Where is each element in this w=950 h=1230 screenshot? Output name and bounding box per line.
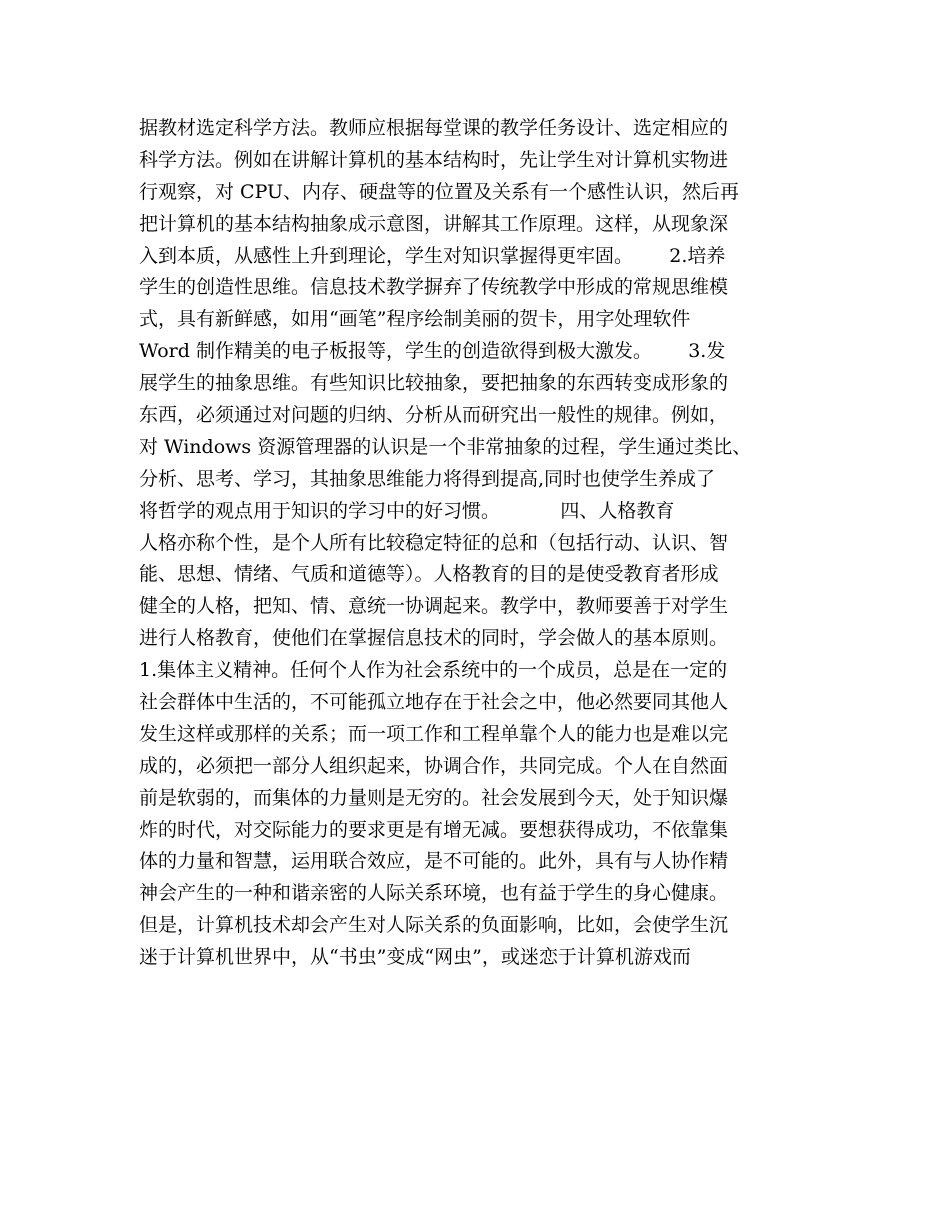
- text-line: 分析、思考、学习，其抽象思维能力将得到提高,同时也使学生养成了: [139, 467, 716, 490]
- body-text: [139, 113, 819, 974]
- text-line: 入到本质，从感性上升到理论，学生对知识掌握得更牢固。 2.培养: [139, 244, 726, 267]
- text-line: 但是，计算机技术却会产生对人际关系的负面影响，比如，会使学生沉: [139, 914, 729, 937]
- text-line: 健全的人格，把知、情、意统一协调起来。教学中，教师要善于对学生: [139, 595, 729, 618]
- text-line: 前是软弱的，而集体的力量则是无穷的。社会发展到今天，处于知识爆: [139, 786, 729, 809]
- text-line: 炸的时代，对交际能力的要求更是有增无减。要想获得成功，不依靠集: [139, 818, 729, 841]
- text-line: 社会群体中生活的，不可能孤立地存在于社会之中，他必然要同其他人: [139, 691, 729, 714]
- text-line: 学生的创造性思维。信息技术教学摒弃了传统教学中形成的常规思维模: [139, 276, 729, 299]
- text-line: 对 Windows 资源管理器的认识是一个非常抽象的过程，学生通过类比、: [139, 435, 752, 458]
- text-line: 迷于计算机世界中，从“书虫”变成“网虫”，或迷恋于计算机游戏而: [139, 946, 691, 969]
- text-line: 科学方法。例如在讲解计算机的基本结构时，先让学生对计算机实物进: [139, 148, 729, 171]
- text-line: 将哲学的观点用于知识的学习中的好习惯。 四、人格教育: [139, 499, 675, 522]
- text-line: 进行人格教育，使他们在掌握信息技术的同时，学会做人的基本原则。: [139, 627, 729, 650]
- text-line: 人格亦称个性，是个人所有比较稳定特征的总和（包括行动、认识、智: [139, 531, 729, 554]
- text-line: 把计算机的基本结构抽象成示意图，讲解其工作原理。这样，从现象深: [139, 212, 729, 235]
- text-line: 展学生的抽象思维。有些知识比较抽象，要把抽象的东西转变成形象的: [139, 372, 729, 395]
- text-line: 1.集体主义精神。任何个人作为社会系统中的一个成员，总是在一定的: [139, 659, 728, 682]
- text-line: 东西，必须通过对问题的归纳、分析从而研究出一般性的规律。例如，: [139, 404, 729, 427]
- text-line: 成的，必须把一部分人组织起来，协调合作，共同完成。个人在自然面: [139, 754, 729, 777]
- text-line: 行观察，对 CPU、内存、硬盘等的位置及关系有一个感性认识，然后再: [139, 180, 740, 203]
- text-line: 式，具有新鲜感，如用“画笔”程序绘制美丽的贺卡，用字处理软件: [139, 308, 691, 331]
- text-line: 据教材选定科学方法。教师应根据每堂课的教学任务设计、选定相应的: [139, 117, 729, 139]
- text-line: Word 制作精美的电子板报等，学生的创造欲得到极大激发。 3.发: [139, 340, 726, 363]
- text-line: 发生这样或那样的关系；而一项工作和工程单靠个人的能力也是难以完: [139, 722, 729, 745]
- text-line: 体的力量和智慧，运用联合效应，是不可能的。此外，具有与人协作精: [139, 850, 729, 873]
- text-line: 能、思想、情绪、气质和道德等）。人格教育的目的是使受教育者形成: [139, 563, 719, 586]
- text-line: 神会产生的一种和谐亲密的人际关系环境，也有益于学生的身心健康。: [139, 882, 729, 905]
